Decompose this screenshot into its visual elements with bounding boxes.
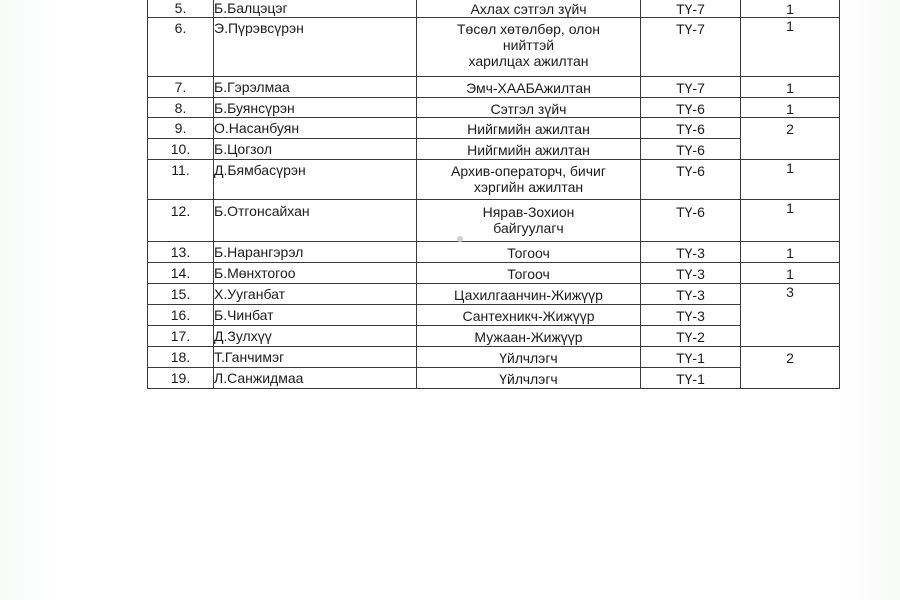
- staff-count: 1: [741, 0, 840, 18]
- staff-count: 2: [741, 347, 840, 389]
- position-line: Нярав-Зохион: [482, 204, 575, 220]
- grade-code: ТҮ-6: [641, 160, 741, 200]
- position-title: [417, 284, 641, 305]
- position-title: [417, 18, 641, 77]
- position-line: байгуулагч: [493, 220, 564, 236]
- row-number: 11.: [148, 160, 214, 200]
- position-title: [417, 139, 641, 160]
- table-row: [148, 368, 840, 389]
- position-title: [417, 200, 641, 242]
- table-row: [148, 263, 840, 284]
- table-row: [148, 0, 840, 18]
- table-row: [148, 160, 840, 200]
- grade-code: ТҮ-3: [641, 263, 741, 284]
- employee-name: Х.Ууганбат: [214, 284, 417, 305]
- position-line: Нийгмийн ажилтан: [467, 142, 590, 158]
- grade-code: ТҮ-6: [641, 139, 741, 160]
- row-number: 10.: [148, 139, 214, 160]
- position-title: [417, 326, 641, 347]
- row-number: 8.: [148, 98, 214, 118]
- row-number: 12.: [148, 200, 214, 242]
- grade-code: ТҮ-6: [641, 200, 741, 242]
- row-number: 14.: [148, 263, 214, 284]
- staff-count: 1: [741, 200, 840, 242]
- position-line: Нийгмийн ажилтан: [467, 121, 590, 137]
- position-title: [417, 305, 641, 326]
- row-number: 7.: [148, 77, 214, 98]
- grade-code: ТҮ-6: [641, 118, 741, 139]
- employee-name: Б.Балцэцэг: [214, 0, 417, 18]
- row-number: 17.: [148, 326, 214, 347]
- employee-name: О.Насанбуян: [214, 118, 417, 139]
- employee-name: Д.Бямбасүрэн: [214, 160, 417, 200]
- position-line: Архив-операторч, бичиг: [451, 163, 606, 179]
- table-row: [148, 326, 840, 347]
- employee-name: Л.Санжидмаа: [214, 368, 417, 389]
- row-number: 6.: [148, 18, 214, 77]
- position-title: [417, 0, 641, 18]
- employee-name: Б.Нарангэрэл: [214, 242, 417, 263]
- employee-name: Б.Отгонсайхан: [214, 200, 417, 242]
- row-number: 13.: [148, 242, 214, 263]
- table-row: [148, 305, 840, 326]
- position-line: Сантехникч-Жижүүр: [462, 308, 595, 324]
- table-row: [148, 18, 840, 77]
- position-line: Ахлах сэтгэл зүйч: [470, 1, 587, 17]
- grade-code: ТҮ-7: [641, 0, 741, 18]
- table-row: [148, 347, 840, 368]
- grade-code: ТҮ-3: [641, 284, 741, 305]
- position-line: Цахилгаанчин-Жижүүр: [454, 287, 603, 303]
- staff-count: 1: [741, 18, 840, 77]
- grade-code: ТҮ-3: [641, 242, 741, 263]
- grade-code: ТҮ-3: [641, 305, 741, 326]
- employee-name: Б.Буянсүрэн: [214, 98, 417, 118]
- staff-count: 1: [741, 98, 840, 118]
- position-line: хэргийн ажилтан: [473, 179, 584, 195]
- employee-name: Б.Гэрэлмаа: [214, 77, 417, 98]
- position-title: [417, 242, 641, 263]
- staff-count: 3: [741, 284, 840, 347]
- table-row: [148, 139, 840, 160]
- table-row: [148, 284, 840, 305]
- row-number: 19.: [148, 368, 214, 389]
- position-line: Мужаан-Жижүүр: [474, 329, 583, 345]
- staff-table-body: [148, 0, 840, 389]
- row-number: 16.: [148, 305, 214, 326]
- staff-count: 1: [741, 160, 840, 200]
- position-line: Үйлчлэгч: [499, 350, 558, 366]
- grade-code: ТҮ-1: [641, 347, 741, 368]
- employee-name: Э.Пүрэвсүрэн: [214, 18, 417, 77]
- position-line: Төсөл хөтөлбөр, олон: [456, 21, 601, 37]
- staff-count: 1: [741, 77, 840, 98]
- position-title: [417, 347, 641, 368]
- staff-table: [147, 0, 840, 389]
- position-title: [417, 98, 641, 118]
- table-row: [148, 200, 840, 242]
- position-title: [417, 368, 641, 389]
- row-number: 9.: [148, 118, 214, 139]
- position-line: Үйлчлэгч: [499, 371, 558, 387]
- table-row: [148, 242, 840, 263]
- grade-code: ТҮ-7: [641, 18, 741, 77]
- table-row: [148, 98, 840, 118]
- grade-code: ТҮ-6: [641, 98, 741, 118]
- employee-name: Б.Цогзол: [214, 139, 417, 160]
- employee-name: Б.Мөнхтогоо: [214, 263, 417, 284]
- employee-name: Б.Чинбат: [214, 305, 417, 326]
- position-line: Сэтгэл зүйч: [490, 101, 567, 117]
- grade-code: ТҮ-2: [641, 326, 741, 347]
- table-row: [148, 77, 840, 98]
- position-title: [417, 77, 641, 98]
- position-line: Тогооч: [507, 266, 550, 282]
- table-row: [148, 118, 840, 139]
- grade-code: ТҮ-7: [641, 77, 741, 98]
- position-title: [417, 118, 641, 139]
- staff-count: 1: [741, 263, 840, 284]
- position-line: Тогооч: [507, 245, 550, 261]
- position-line: Эмч-ХААБАжилтан: [466, 80, 591, 96]
- scan-speck: [457, 236, 463, 242]
- grade-code: ТҮ-1: [641, 368, 741, 389]
- row-number: 15.: [148, 284, 214, 305]
- position-title: [417, 160, 641, 200]
- row-number: 18.: [148, 347, 214, 368]
- position-title: [417, 263, 641, 284]
- position-line: харилцах ажилтан: [468, 53, 589, 69]
- employee-name: Д.Зулхүү: [214, 326, 417, 347]
- position-line: нийттэй: [502, 37, 555, 53]
- staff-count: 2: [741, 118, 840, 160]
- employee-name: Т.Ганчимэг: [214, 347, 417, 368]
- row-number: 5.: [148, 0, 214, 18]
- staff-count: 1: [741, 242, 840, 263]
